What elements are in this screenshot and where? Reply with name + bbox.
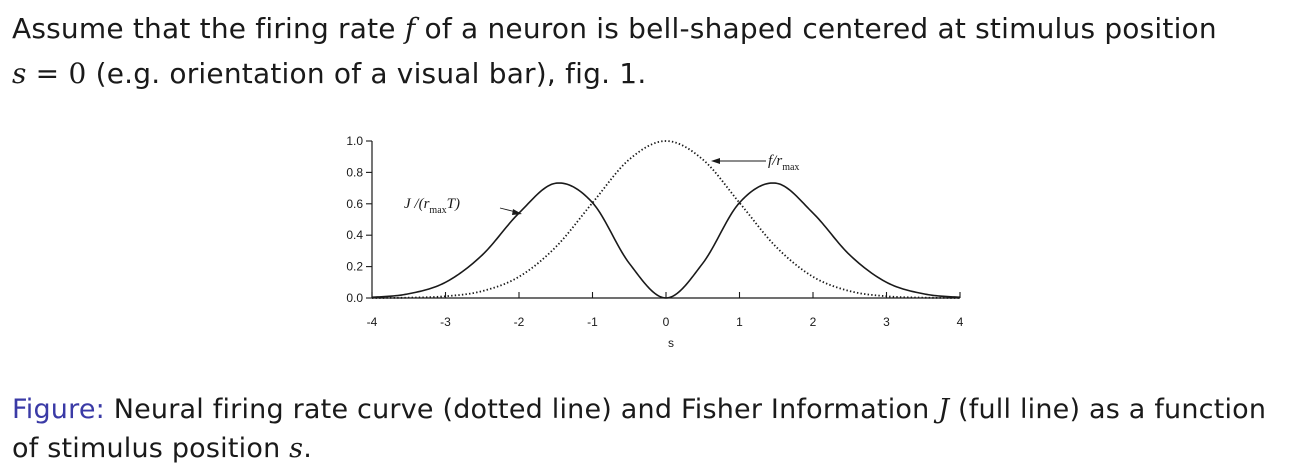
y-tick-label-0: 0.0 [346,291,363,305]
f-label [768,153,799,173]
caption-var-J: J [938,394,950,425]
j-label-end: T) [446,196,460,212]
caption-text-2: (full line) as a function of stimulus position [12,394,1267,464]
j-label [404,196,460,216]
y-tick-label-3: 0.6 [346,196,363,211]
x-tick-label-4: 0 [662,315,670,329]
y-ticks [346,134,372,305]
figure-caption [12,390,1292,468]
intro-text-2: of a neuron is bell-shaped centered at stimulus position [415,12,1217,45]
caption-text-1: Neural firing rate curve (dotted line) and Fisher Information [104,394,939,425]
x-tick-label-5: 1 [736,315,743,329]
y-tick-label-1: 0.2 [346,259,363,274]
y-tick-label-2: 0.4 [346,228,363,243]
x-axis-label: s [668,336,674,350]
j-label-main: J /(r [404,196,430,212]
intro-var-f: f [404,12,416,45]
y-tick-label-5: 1.0 [346,134,363,148]
f-label-main: f [768,153,773,169]
intro-text-1: Assume that the firing rate [12,12,405,45]
intro-equation: = 0 [26,57,87,90]
x-tick-label-3: -1 [587,315,598,329]
fisher-info-curve [372,183,960,298]
firing-rate-curve [372,141,960,298]
y-tick-label-4: 0.8 [346,165,363,180]
x-tick-label-0: -4 [366,315,378,329]
intro-text-3: (e.g. orientation of a visual bar), fig. 1. [86,57,647,90]
x-tick-label-1: -3 [440,315,451,329]
f-label-sub: max [782,162,800,173]
intro-var-s: s [12,57,27,90]
caption-text-3: . [303,433,313,464]
chart-series [372,141,960,298]
f-label-div: /r [772,153,783,169]
j-label-sub: max [429,205,447,216]
x-tick-label-6: 2 [809,315,817,329]
x-tick-label-8: 4 [956,315,964,329]
chart-axes [372,141,960,298]
caption-var-s: s [289,433,304,464]
caption-label: Figure: [12,394,105,425]
x-tick-label-7: 3 [883,315,890,329]
x-tick-label-2: -2 [513,315,525,329]
f-label-arrowhead [711,158,720,164]
